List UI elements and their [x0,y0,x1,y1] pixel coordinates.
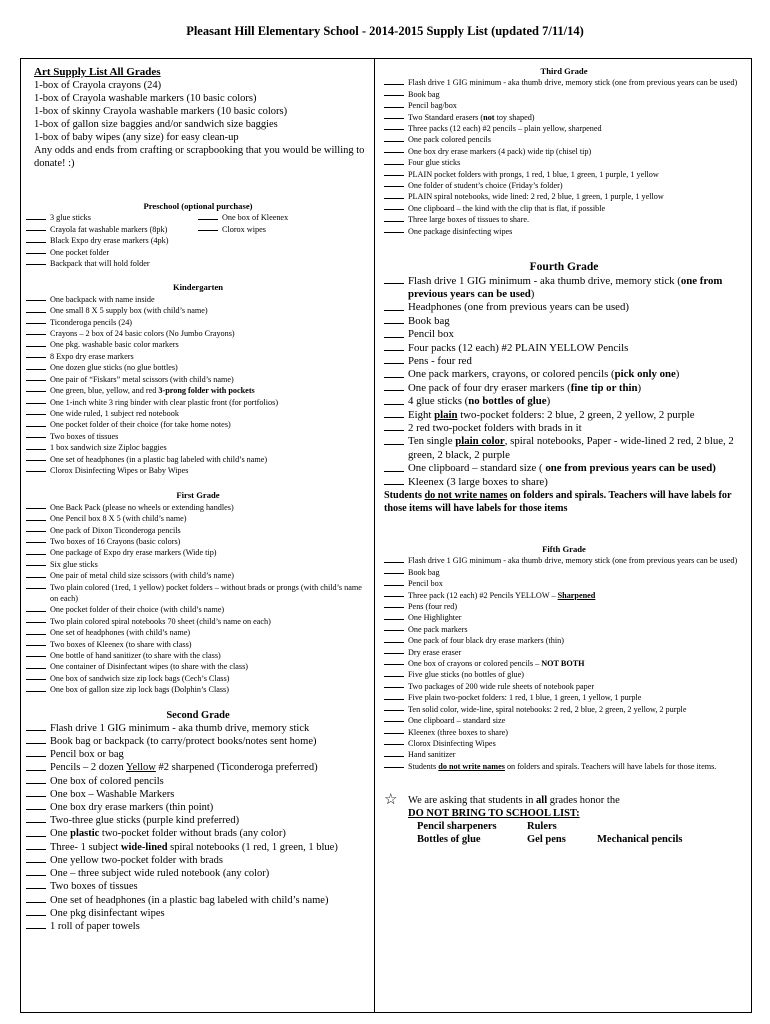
list-item: One pack markers [384,624,744,635]
list-item: Kleenex (three boxes to share) [384,727,744,738]
list-item: One pack colored pencils [384,134,744,145]
preschool-items [26,212,370,269]
honor-line: ☆ We are asking that students in all grades honor the [384,792,620,809]
list-item: 1-box of skinny Crayola washable markers (10 basic colors) [34,106,288,117]
list-item: Two packages of 200 wide rule sheets of notebook paper [384,681,744,692]
kindergarten-items [26,294,370,477]
list-item: One package of Expo dry erase markers (Wide tip) [26,547,370,558]
list-item: One pocket folder of their choice (with child’s name) [26,604,370,615]
fifth-grade-title: Fifth Grade [542,544,586,554]
list-item: One box dry erase markers (4 pack) wide tip (chisel tip) [384,146,744,157]
list-item: One pocket folder of their choice (for take home notes) [26,419,370,430]
list-item: Students do not write names on folders and spirals. Teachers will have labels for those items. [384,761,744,772]
do-not-bring-item [597,820,717,833]
list-item: One container of Disinfectant wipes (to share with the class) [26,661,370,672]
list-item: 1-box of Crayola washable markers (10 basic colors) [34,93,257,104]
list-item: One pocket folder [26,247,210,258]
third-grade-items [384,77,744,237]
list-item: Any odds and ends from crafting or scrapbooking that you would be willing to donate! :) [34,145,365,169]
list-item: One set of headphones (in a plastic bag labeled with child’s name) [26,454,370,465]
list-item: Book bag [384,89,744,100]
fifth-grade-section [384,544,744,772]
preschool-row [26,258,370,269]
list-item: One pack of four black dry erase markers (thin) [384,635,744,646]
preschool-row [26,235,370,246]
list-item: One Highlighter [384,612,744,623]
list-item: Hand sanitizer [384,749,744,760]
do-not-bring-item: Rulers [527,821,557,833]
kindergarten-section [26,282,370,476]
list-item: Four packs (12 each) #2 PLAIN YELLOW Pencils [384,342,744,355]
list-item: Book bag [384,315,744,328]
list-item: Flash drive 1 GIG minimum - aka thumb drive, memory stick (one from previous years can be used) [384,77,744,88]
list-item: One box of colored pencils [26,775,370,788]
fourth-grade-note: Students do not write names on folders and spirals. Teachers will have labels for those items will have labels for those items [384,490,732,514]
list-item: Four glue sticks [384,157,744,168]
column-divider [374,59,375,1012]
list-item: Three large boxes of tissues to share. [384,214,744,225]
list-item: Two boxes of 16 Crayons (basic colors) [26,536,370,547]
list-item: 1 box sandwich size Ziploc baggies [26,442,370,453]
list-item: Clorox Disinfecting Wipes [384,738,744,749]
list-item: Three pack (12 each) #2 Pencils YELLOW – Sharpened [384,590,744,601]
list-item: One box dry erase markers (thin point) [26,801,370,814]
list-item: Five plain two-pocket folders: 1 red, 1 blue, 1 green, 1 yellow, 1 purple [384,692,744,703]
third-grade-title: Third Grade [540,66,588,76]
list-item: Pens (four red) [384,601,744,612]
list-item: Backpack that will hold folder [26,258,210,269]
fifth-grade-items [384,555,744,772]
do-not-bring-item: Gel pens [527,834,566,846]
list-item: Ten solid color, wide-line, spiral notebooks: 2 red, 2 blue, 2 green, 2 yellow, 2 purple [384,704,744,715]
second-grade-title: Second Grade [166,709,230,721]
list-item: Pencils – 2 dozen Yellow #2 sharpened (Ticonderoga preferred) [26,761,370,774]
list-item: One pair of metal child size scissors (with child’s name) [26,570,370,581]
list-item: 8 Expo dry erase markers [26,351,370,362]
list-item: Two boxes of Kleenex (to share with class) [26,639,370,650]
list-item: 1 roll of paper towels [26,920,370,933]
list-item: One pkg. washable basic color markers [26,339,370,350]
third-grade-section [384,66,744,237]
list-item: Flash drive 1 GIG minimum - aka thumb drive, memory stick [26,722,370,735]
list-item: 4 glue sticks (no bottles of glue) [384,395,744,408]
list-item: Two Standard erasers (not toy shaped) [384,112,744,123]
list-item: Ten single plain color, spiral notebooks, Paper - wide-lined 2 red, 2 blue, 2 green, 2 black, 2 purple [384,435,744,462]
list-item: One wide ruled, 1 subject red notebook [26,408,370,419]
list-item: One clipboard – standard size ( one from previous years can be used) [384,462,744,475]
list-item: One box of crayons or colored pencils – NOT BOTH [384,658,744,669]
list-item: One clipboard – standard size [384,715,744,726]
list-item: One pkg disinfectant wipes [26,907,370,920]
first-grade-title: First Grade [176,490,220,501]
list-item: One box of sandwich size zip lock bags (Cech’s Class) [26,673,370,684]
list-item: Six glue sticks [26,559,370,570]
art-title: Art Supply List All Grades [34,66,161,78]
list-item: Book bag [384,567,744,578]
star-icon: ☆ [384,792,398,809]
list-item: One box of gallon size zip lock bags (Dolphin’s Class) [26,684,370,695]
list-item: One package disinfecting wipes [384,226,744,237]
left-column [34,66,370,933]
list-item: Two boxes of tissues [26,431,370,442]
preschool-title: Preschool (optional purchase) [143,201,253,211]
list-item: Pencil box or bag [26,748,370,761]
fourth-grade-items [384,275,744,490]
list-item: Dry erase eraser [384,647,744,658]
list-item: One folder of student’s choice (Friday’s folder) [384,180,744,191]
preschool-row [26,247,370,258]
list-item: One plastic two-pocket folder without brads (any color) [26,827,370,840]
list-item: One green, blue, yellow, and red 3-prong folder with pockets [26,385,370,396]
list-item: Two plain colored (1red, 1 yellow) pocket folders – without brads or prongs (with child’s name on each) [26,582,370,605]
list-item: Pencil box [384,328,744,341]
list-item: One box – Washable Markers [26,788,370,801]
list-item: Crayola fat washable markers (8pk) [26,224,198,235]
art-items [34,79,370,170]
list-item: PLAIN spiral notebooks, wide lined: 2 red, 2 blue, 1 green, 1 purple, 1 yellow [384,191,744,202]
preschool-row [26,212,370,223]
list-item: Two boxes of tissues [26,880,370,893]
list-item: Flash drive 1 GIG minimum - aka thumb drive, memory stick (one from previous years can be used) [384,555,744,566]
right-column [384,66,744,846]
list-item: One small 8 X 5 supply box (with child’s name) [26,305,370,316]
list-item: Book bag or backpack (to carry/protect books/notes sent home) [26,735,370,748]
list-item: Eight plain two-pocket folders: 2 blue, 2 green, 2 yellow, 2 purple [384,409,744,422]
do-not-bring-item: Bottles of glue [417,834,481,846]
list-item: Flash drive 1 GIG minimum - aka thumb drive, memory stick (one from previous years can be used) [384,275,744,302]
do-not-bring-items [384,820,744,846]
list-item: Three- 1 subject wide-lined spiral notebooks (1 red, 1 green, 1 blue) [26,841,370,854]
list-item: One box of Kleenex [198,212,370,223]
list-item: Five glue sticks (no bottles of glue) [384,669,744,680]
first-grade-items [26,502,370,696]
list-item: Three packs (12 each) #2 pencils – plain yellow, sharpened [384,123,744,134]
list-item: Clorox wipes [198,224,370,235]
list-item: Two plain colored spiral notebooks 70 sheet (child’s name on each) [26,616,370,627]
list-item: One backpack with name inside [26,294,370,305]
list-item: Black Expo dry erase markers (4pk) [26,235,210,246]
list-item: 2 red two-pocket folders with brads in it [384,422,744,435]
second-grade-items [26,722,370,933]
do-not-bring-item: Pencil sharpeners [417,821,497,833]
do-not-bring-item: Mechanical pencils [597,834,683,846]
list-item: Ticonderoga pencils (24) [26,317,370,328]
list-item: One pair of “Fiskars” metal scissors (with child’s name) [26,374,370,385]
list-item: Headphones (one from previous years can be used) [384,301,744,314]
list-item: 1-box of Crayola crayons (24) [34,80,162,91]
art-section [34,66,370,170]
list-item: One yellow two-pocket folder with brads [26,854,370,867]
list-item: One pack markers, crayons, or colored pencils (pick only one) [384,368,744,381]
list-item: Kleenex (3 large boxes to share) [384,476,744,489]
list-item: 1-box of gallon size baggies and/or sandwich size baggies [34,119,278,130]
list-item: Crayons – 2 box of 24 basic colors (No Jumbo Crayons) [26,328,370,339]
list-item: PLAIN pocket folders with prongs, 1 red, 1 blue, 1 green, 1 purple, 1 yellow [384,169,744,180]
list-item: One pack of Dixon Ticonderoga pencils [26,525,370,536]
list-item: One set of headphones (in a plastic bag labeled with child’s name) [26,894,370,907]
list-item: One – three subject wide ruled notebook (any color) [26,867,370,880]
list-item: One dozen glue sticks (no glue bottles) [26,362,370,373]
list-item: One Pencil box 8 X 5 (with child’s name) [26,513,370,524]
preschool-row [26,224,370,235]
list-item: One set of headphones (with child’s name) [26,627,370,638]
list-item: 3 glue sticks [26,212,198,223]
list-item: 1-box of baby wipes (any size) for easy clean-up [34,132,239,143]
list-item: Two-three glue sticks (purple kind preferred) [26,814,370,827]
list-item: One Back Pack (please no wheels or extending handles) [26,502,370,513]
preschool-section [26,201,370,269]
list-item: Clorox Disinfecting Wipes or Baby Wipes [26,465,370,476]
list-item: One pack of four dry eraser markers (fine tip or thin) [384,382,744,395]
page-title: Pleasant Hill Elementary School - 2014-2015 Supply List (updated 7/11/14) [186,24,584,38]
list-item: One clipboard – the kind with the clip that is flat, if possible [384,203,744,214]
list-item: One bottle of hand sanitizer (to share with the class) [26,650,370,661]
list-item: Pencil box [384,578,744,589]
list-item: Pens - four red [384,355,744,368]
do-not-bring-heading: DO NOT BRING TO SCHOOL LIST: [408,808,580,820]
list-item: Pencil bag/box [384,100,744,111]
second-grade-section [26,709,370,933]
list-item: One 1-inch white 3 ring binder with clear plastic front (for portfolios) [26,397,370,408]
fourth-grade-title: Fourth Grade [529,261,599,274]
fourth-grade-section [384,261,744,515]
do-not-bring-section [384,794,744,846]
kindergarten-title: Kindergarten [172,282,224,293]
first-grade-section [26,490,370,695]
